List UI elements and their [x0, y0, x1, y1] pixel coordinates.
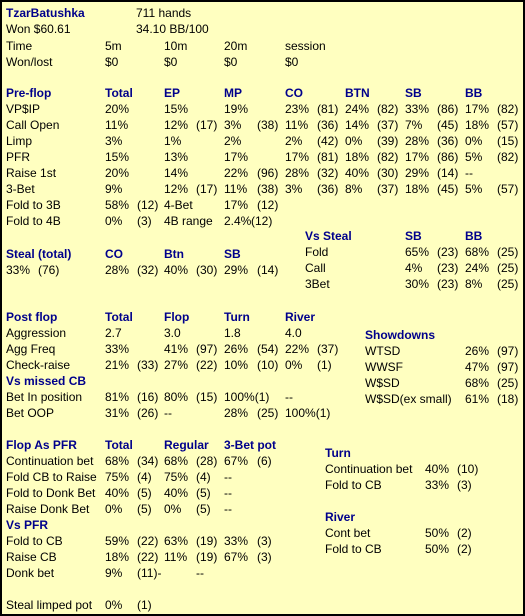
postflop-col-turn: Turn [224, 310, 250, 324]
stat-sample: (37) [377, 118, 399, 132]
stat-sample: (25) [497, 376, 519, 390]
stat-value: 17% [465, 102, 490, 116]
wonlost-session: $0 [285, 55, 299, 69]
stat-value: 3% [224, 118, 242, 132]
vs-steal-title: Vs Steal [305, 229, 352, 243]
stat-sample: (10) [457, 462, 479, 476]
stat-label: Fold [305, 245, 329, 259]
wonlost-20m: $0 [224, 55, 238, 69]
stat-value: -- [285, 390, 293, 404]
stat-value: 3% [105, 134, 123, 148]
stat-label: Fold to 3B [6, 198, 61, 212]
stat-sample: (5) [137, 486, 152, 500]
stat-label: 4-Bet [164, 198, 193, 212]
stat-value: 31% [105, 406, 130, 420]
stat-sample: (36) [317, 118, 339, 132]
stat-value: 0% [164, 502, 182, 516]
stat-sample: (5) [196, 502, 211, 516]
stat-value: 18% [405, 182, 430, 196]
stat-label: Raise 1st [6, 166, 57, 180]
stat-value: 14% [164, 166, 189, 180]
stat-value: 7% [405, 118, 423, 132]
stat-label: W$SD [365, 376, 400, 390]
stat-sample: (1) [317, 358, 332, 372]
stat-sample: (39) [377, 134, 399, 148]
stat-label: Fold to CB [325, 478, 382, 492]
stat-value: 28% [285, 166, 310, 180]
stat-label: Call Open [6, 118, 60, 132]
stat-sample: (22) [137, 534, 159, 548]
stat-value: -- [224, 502, 232, 516]
stat-value: 33% [405, 102, 430, 116]
wonlost-label: Won/lost [6, 55, 53, 69]
stat-sample: (3) [257, 534, 272, 548]
stat-sample: (12) [251, 214, 273, 228]
stat-value: 40% [425, 462, 450, 476]
steal-total-title: Steal (total) [6, 247, 72, 261]
stat-value: 33% [224, 534, 249, 548]
stat-label: Fold to Donk Bet [6, 486, 96, 500]
stat-label: Agg Freq [6, 342, 56, 356]
stat-value: 50% [425, 542, 450, 556]
stat-value: 9% [105, 182, 123, 196]
stat-value: 40% [164, 263, 189, 277]
stat-value: 68% [465, 245, 490, 259]
player-name: TzarBatushka [6, 6, 85, 20]
stat-value: 18% [345, 150, 370, 164]
time-label: Time [6, 39, 33, 53]
vs-pfr-title: Vs PFR [6, 518, 49, 532]
stat-value: 12% [164, 182, 189, 196]
stat-sample: (23) [437, 245, 459, 259]
stat-sample: (5) [196, 486, 211, 500]
stat-label: PFR [6, 150, 30, 164]
stat-value: 11% [164, 550, 188, 564]
stat-value: 18% [105, 550, 130, 564]
stat-value: 17% [224, 150, 249, 164]
stat-sample: (3) [457, 478, 472, 492]
stat-value: 4.0 [285, 326, 302, 340]
stat-value: 3.0 [164, 326, 181, 340]
stat-value: 1% [164, 134, 182, 148]
stat-sample: (2) [457, 542, 472, 556]
flop-pfr-col-total: Total [105, 438, 133, 452]
stat-label: WWSF [365, 360, 403, 374]
stat-sample: (23) [437, 277, 459, 291]
stat-sample: (12) [257, 198, 279, 212]
stat-value: 28% [105, 263, 130, 277]
flop-pfr-col-regular: Regular [164, 438, 209, 452]
stat-value: -- [164, 406, 172, 420]
stat-label: Aggression [6, 326, 67, 340]
stat-sample: (36) [317, 182, 339, 196]
stat-value: 2.7 [105, 326, 122, 340]
stat-value: 81% [105, 390, 130, 404]
stat-value: 10% [224, 358, 249, 372]
stat-value: 40% [345, 166, 370, 180]
stat-value: 20% [105, 166, 130, 180]
stat-value: 41% [164, 342, 189, 356]
stat-sample: (14) [257, 263, 279, 277]
stat-sample: (26) [137, 406, 159, 420]
stat-label: Donk bet [6, 566, 55, 580]
stat-value: 63% [164, 534, 189, 548]
stat-value: 11% [105, 118, 129, 132]
showdowns-title: Showdowns [365, 328, 435, 342]
stat-label: Raise Donk Bet [6, 502, 90, 516]
stat-value: 68% [105, 454, 130, 468]
stat-value: 2% [224, 134, 242, 148]
stat-sample: (32) [317, 166, 339, 180]
stat-sample: (82) [377, 102, 399, 116]
stat-value: 33% [425, 478, 450, 492]
stat-value: 24% [465, 261, 490, 275]
stat-value: 5% [465, 182, 483, 196]
stat-label: Cont bet [325, 526, 371, 540]
stat-value: 0% [105, 598, 123, 612]
stat-value: 26% [224, 342, 249, 356]
stat-sample: (12) [137, 198, 159, 212]
stat-label: Continuation bet [6, 454, 94, 468]
stat-sample: (82) [497, 150, 519, 164]
stat-sample: (22) [137, 550, 159, 564]
stat-sample: (25) [497, 261, 519, 275]
vs-steal-col-sb: SB [405, 229, 422, 243]
preflop-col-sb: SB [405, 86, 422, 100]
stat-value: 9% [105, 566, 123, 580]
stat-sample: (76) [38, 263, 60, 277]
stat-sample: (81) [317, 150, 339, 164]
stat-value: 0% [465, 134, 483, 148]
river-title: River [325, 510, 356, 524]
stat-sample: (57) [497, 182, 519, 196]
stat-sample: (86) [437, 102, 459, 116]
stat-sample: (81) [317, 102, 339, 116]
stat-sample: (5) [137, 502, 152, 516]
wonlost-10m: $0 [164, 55, 178, 69]
stat-value: 100%(1) [224, 390, 270, 404]
stat-label: Continuation bet [325, 462, 413, 476]
stat-sample: (37) [377, 182, 399, 196]
postflop-col-river: River [285, 310, 316, 324]
stat-sample: (28) [196, 454, 218, 468]
stat-sample: (22) [196, 358, 218, 372]
preflop-col-total: Total [105, 86, 133, 100]
stat-sample: (45) [437, 182, 459, 196]
stat-value: 0% [105, 214, 123, 228]
preflop-col-co: CO [285, 86, 303, 100]
stat-sample: (97) [196, 342, 218, 356]
stat-value: 40% [164, 486, 189, 500]
stat-sample: (25) [257, 406, 279, 420]
stat-sample: (97) [497, 344, 519, 358]
stat-sample: (42) [317, 134, 339, 148]
stat-value: 3% [285, 182, 303, 196]
stat-value: -- [196, 566, 204, 580]
stat-sample: (23) [437, 261, 459, 275]
stat-value: 23% [285, 102, 310, 116]
stat-value: 2.4% [224, 214, 252, 228]
stat-sample: (82) [377, 150, 399, 164]
stat-value: 67% [224, 454, 249, 468]
stat-value: 20% [105, 102, 130, 116]
stat-label: VP$IP [6, 102, 41, 116]
hands-count: 711 hands [136, 6, 192, 20]
stat-label: Limp [6, 134, 33, 148]
time-col-5m: 5m [105, 39, 122, 53]
stat-label: Steal limped pot [6, 598, 93, 612]
stat-value: 12% [164, 118, 189, 132]
stat-value: -- [224, 486, 232, 500]
stat-value: 28% [405, 134, 430, 148]
stat-value: 4% [405, 261, 423, 275]
stat-value: 27% [164, 358, 189, 372]
postflop-col-total: Total [105, 310, 133, 324]
stat-value: 1.8 [224, 326, 241, 340]
steal-col-btn: Btn [164, 247, 184, 261]
time-col-20m: 20m [224, 39, 248, 53]
preflop-col-bb: BB [465, 86, 483, 100]
flop-pfr-title: Flop As PFR [6, 438, 77, 452]
stat-value: 15% [105, 150, 130, 164]
stat-value: 15% [164, 102, 189, 116]
stat-value: 58% [105, 198, 130, 212]
stat-value: 68% [465, 376, 490, 390]
stat-sample: (17) [196, 118, 218, 132]
stat-label: Raise CB [6, 550, 57, 564]
stat-value: 0% [285, 358, 303, 372]
stat-label: 3Bet [305, 277, 330, 291]
stat-value: 67% [224, 550, 249, 564]
stat-sample: (54) [257, 342, 279, 356]
stat-value: 28% [224, 406, 249, 420]
stat-label: Check-raise [6, 358, 71, 372]
stat-sample: (25) [497, 277, 519, 291]
stat-sample: (25) [497, 245, 519, 259]
stat-sample: (10) [257, 358, 279, 372]
stat-value: 13% [164, 150, 189, 164]
vs-steal-col-bb: BB [465, 229, 483, 243]
stat-value: 22% [285, 342, 310, 356]
preflop-col-btn: BTN [345, 86, 370, 100]
stat-value: 65% [405, 245, 430, 259]
stat-sample: (19) [196, 550, 218, 564]
steal-col-sb: SB [224, 247, 241, 261]
stat-label: 3-Bet [6, 182, 35, 196]
stat-value: 61% [465, 392, 490, 406]
stat-sample: (17) [196, 182, 218, 196]
stat-sample: (14) [437, 166, 459, 180]
stat-value: 30% [405, 277, 430, 291]
won-amount: Won $60.61 [6, 22, 71, 36]
stat-sample: (1) [137, 598, 152, 612]
stat-label: 4B range [164, 214, 213, 228]
stat-sample: (45) [437, 118, 459, 132]
stat-value: 17% [405, 150, 430, 164]
preflop-col-ep: EP [164, 86, 181, 100]
stat-value: 50% [425, 526, 450, 540]
stat-value: 17% [224, 198, 249, 212]
stat-label: Fold CB to Raise [6, 470, 97, 484]
stat-label: Call [305, 261, 326, 275]
time-col-10m: 10m [164, 39, 188, 53]
stat-value: -- [224, 470, 232, 484]
stat-value: 0% [345, 134, 363, 148]
stat-sample: (96) [257, 166, 279, 180]
stat-sample: (3) [137, 214, 152, 228]
stat-value: 17% [285, 150, 310, 164]
wonlost-5m: $0 [105, 55, 119, 69]
stat-sample: (37) [317, 342, 339, 356]
stat-value: 59% [105, 534, 130, 548]
stat-sample: (82) [497, 102, 519, 116]
stat-value: 24% [345, 102, 370, 116]
stat-sample: (97) [497, 360, 519, 374]
stat-sample: (36) [437, 134, 459, 148]
stat-value: 11% [285, 118, 309, 132]
stat-value: 100%(1) [285, 406, 331, 420]
stat-sample: (16) [137, 390, 159, 404]
stat-value: 11% [224, 182, 248, 196]
stat-sample: (4) [137, 470, 152, 484]
stat-sample: (18) [497, 392, 519, 406]
stat-value: 19% [224, 102, 249, 116]
stat-sample: (38) [257, 182, 279, 196]
stat-value: 29% [405, 166, 430, 180]
stat-label: Fold to CB [6, 534, 63, 548]
stat-label: Bet In position [6, 390, 83, 404]
stat-value: 8% [465, 277, 483, 291]
stat-value: 5% [465, 150, 483, 164]
postflop-col-flop: Flop [164, 310, 190, 324]
stat-value: 75% [164, 470, 189, 484]
stat-value: 75% [105, 470, 130, 484]
stat-value: 22% [224, 166, 249, 180]
flop-pfr-col-3bet-pot: 3-Bet pot [224, 438, 276, 452]
time-col-session: session [285, 39, 326, 53]
stat-label: W$SD(ex small) [365, 392, 452, 406]
stat-value: 33% [105, 342, 130, 356]
stat-sample: (57) [497, 118, 519, 132]
stat-sample: (33) [137, 358, 159, 372]
stat-sample: (6) [257, 454, 272, 468]
stat-label: Fold to 4B [6, 214, 61, 228]
stat-sample: (32) [137, 263, 159, 277]
stat-sample: (19) [196, 534, 218, 548]
stat-sample: (15) [196, 390, 218, 404]
stat-sample: (4) [196, 470, 211, 484]
stat-sample: (15) [497, 134, 519, 148]
stat-value: 33% [6, 263, 31, 277]
stat-sample: (2) [457, 526, 472, 540]
stat-value: 14% [345, 118, 370, 132]
stat-sample: (30) [377, 166, 399, 180]
stat-sample: (3) [257, 550, 272, 564]
vs-missed-cb-title: Vs missed CB [6, 374, 87, 388]
preflop-title: Pre-flop [6, 86, 52, 100]
stat-sample: (86) [437, 150, 459, 164]
stat-sample: (30) [196, 263, 218, 277]
stat-sample: (38) [257, 118, 279, 132]
stat-value: 47% [465, 360, 490, 374]
bb-per-100: 34.10 BB/100 [136, 22, 209, 36]
stat-value: 68% [164, 454, 189, 468]
stat-sample: (11)- [137, 566, 162, 580]
stat-label: WTSD [365, 344, 401, 358]
stat-value: 2% [285, 134, 303, 148]
turn-title: Turn [325, 446, 351, 460]
stat-sample: (34) [137, 454, 159, 468]
stat-value: 8% [345, 182, 363, 196]
stat-value: 0% [105, 502, 123, 516]
stat-value: 26% [465, 344, 490, 358]
stat-value: 18% [465, 118, 490, 132]
stat-label: Bet OOP [6, 406, 55, 420]
stat-value: 29% [224, 263, 249, 277]
preflop-col-mp: MP [224, 86, 242, 100]
stat-value: 40% [105, 486, 130, 500]
steal-col-co: CO [105, 247, 123, 261]
stat-value: -- [465, 166, 473, 180]
stat-value: 80% [164, 390, 189, 404]
stat-value: 21% [105, 358, 130, 372]
stat-label: Fold to CB [325, 542, 382, 556]
postflop-title: Post flop [6, 310, 58, 324]
